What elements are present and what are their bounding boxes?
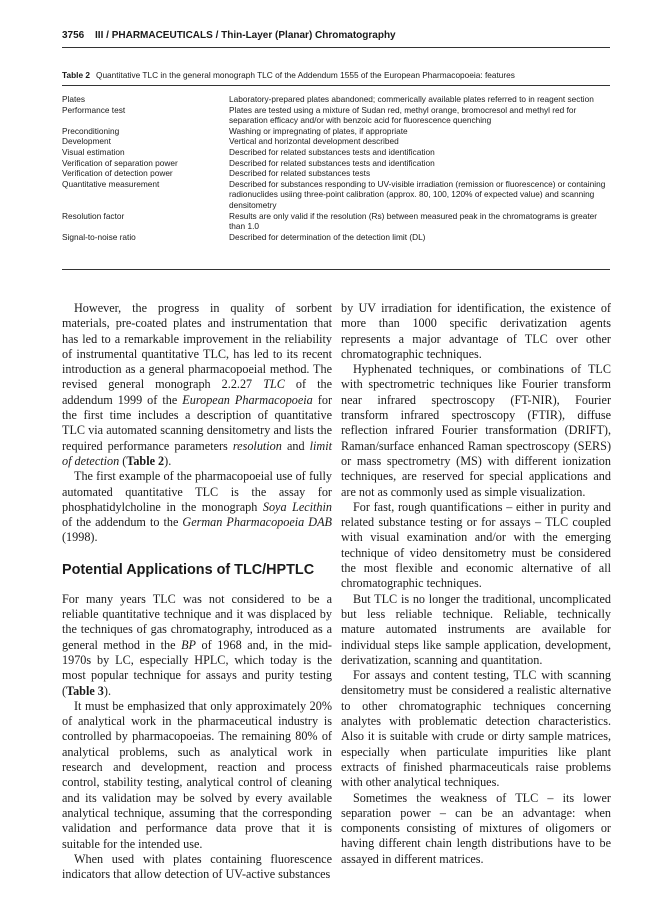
body-paragraph: For many years TLC was not considered to be a reliable quantitative technique and it was displaced by the techniques of gas chromatography, introduced as a general method in the BP of 1968 and, in the mid-1970s by LC, especially HPLC, which today is the most popular technique for assays and purity testing (Table 3). [62,591,332,698]
body-paragraph: Hyphenated techniques, or combinations of TLC with spectrometric techniques like Fourier transform near infrared spectroscopy (FT-NIR), Fourier transform infrared spectroscopy (FTIR), diffuse reflection infrared Fourier transformation (DRIFT), Raman/surface enhanced Raman spectroscopy (SERS) or mass spectrometry (MS) with different ionization techniques, are reserved for special applications and are not as commonly used as simple visualization. [341,362,611,499]
body-paragraph: by UV irradiation for identification, the existence of more than 1000 specific derivatization agents represents a major advantage of TLC over other chromatographic techniques. [341,301,611,361]
table-3-reference[interactable]: Table 3 [66,683,104,698]
body-paragraph: Sometimes the weakness of TLC – its lower separation power – can be an advantage: when components consisting of mixtures of oligomers or having different chain length distributions have to be assayed in different matrices. [341,790,611,866]
table-row [62,105,610,126]
running-header [62,30,610,41]
description-cell: Results are only valid if the resolution (Rs) between measured peak in the chromatograms is greater than 1.0 [229,210,598,232]
body-paragraph: When used with plates containing fluorescence indicators that allow detection of UV-active substances [62,851,332,882]
description-cell: Described for substances responding to UV-visible irradiation (remission or fluorescence) or containing radionuclides usiing three-point calibration (approx. 80, 100, 120% of expected value) and scanning densitometry [229,178,606,210]
description-cell: Described for determination of the detection limit (DL) [229,231,426,242]
table-row [62,126,610,137]
feature-cell: Development [62,136,111,147]
description-cell: Described for related substances tests [229,168,371,179]
description-cell: Laboratory-prepared plates abandoned; commerically available plates referred to in reagent section [229,94,594,104]
description-cell: Plates are tested using a mixture of Sudan red, methyl orange, bromocresol and methyl red for separation efficacy and/or with benzoic acid for fluorescence quenching [229,104,577,126]
feature-cell: Visual estimation [62,146,125,157]
description-cell: Described for related substances tests and identification [229,146,435,157]
feature-cell: Plates [62,94,86,104]
header-rule [62,47,610,48]
feature-cell: Signal-to-noise ratio [62,231,136,242]
feature-cell: Verification of separation power [62,157,178,168]
table-row [62,211,610,232]
description-cell: Washing or impregnating of plates, if appropriate [229,125,408,136]
feature-cell: Preconditioning [62,125,120,136]
features-table [62,94,610,242]
table-row [62,168,610,179]
table-row [62,179,610,211]
description-cell: Described for related substances tests and identification [229,157,435,168]
table-row [62,232,610,243]
table-top-rule [62,85,610,86]
table-row [62,136,610,147]
table-bottom-rule [62,269,610,270]
section-heading: Potential Applications of TLC/HPTLC [62,561,315,578]
body-paragraph: But TLC is no longer the traditional, uncomplicated but less reliable technique. Reliable, technically mature automated instruments are available for individual steps like sample application, development, derivatization, scanning and quantitation. [341,591,611,667]
body-paragraph: It must be emphasized that only approximately 20% of analytical work in the pharmaceutical industry is controlled by pharmacopoeias. The remaining 80% of analytical problems, such as analytical work in research and development, reaction and process control, stability testing, analytical control of cleaning and its validation may be solved by every available analytical technique, assuming that the corresponding validation and performance data prove that it is suitable for the intended use. [62,698,332,851]
feature-cell: Resolution factor [62,210,125,221]
feature-cell: Verification of detection power [62,168,173,179]
table-row [62,147,610,158]
feature-cell: Performance test [62,104,126,115]
body-paragraph: For assays and content testing, TLC with scanning densitometry must be considered a realistic alternative to other chromatographic techniques concerning analytes with problematic detection characteristics. Also it is suitable with crude or dirty sample matrices, especially when particulate impurities like plant extracts of finished pharmaceuticals raise problems with other analytical techniques. [341,668,611,790]
table-2-reference[interactable]: Table 2 [126,453,165,468]
body-paragraph: However, the progress in quality of sorbent materials, pre-coated plates and instrumentation that has led to a remarkable improvement in the reliability of instrumental quantitative TLC, has led to its recent introduction as a general pharmacopoeial method. The revised general monograph 2.2.27 TLC of the addendum 1999 of the European Pharmacopoeia for the first time includes a description of quantitative TLC via automated scanning densitometry and lists the required performance parameters resolution and limit of detection (Table 2). [62,301,332,468]
page-number: 3756 [62,30,85,41]
left-column [62,301,332,882]
table-row [62,158,610,169]
feature-cell: Quantitative measurement [62,178,160,189]
table-caption [62,70,610,80]
body-paragraph: The first example of the pharmacopoeial use of fully automated quantitative TLC is the assay for phosphatidylcholine in the monograph Soya Lecithin of the addendum to the German Pharmacopoeia DAB (1998). [62,469,333,545]
table-row [62,94,610,105]
running-title: III / PHARMACEUTICALS / Thin-Layer (Planar) Chromatography [95,30,396,41]
description-cell: Vertical and horizontal development described [229,136,399,147]
body-paragraph: For fast, rough quantifications – either in purity and related substance testing or for assays – TLC coupled with visual examination and/or with the emerging technique of video densitometry must be considered the most flexible and economic alternative of all chromatographic techniques. [341,499,611,591]
table-label: Table 2 [62,70,90,80]
table-caption-text: Quantitative TLC in the general monograph TLC of the Addendum 1555 of the European Pharmacopoeia: features [95,70,515,80]
right-column [341,301,611,867]
